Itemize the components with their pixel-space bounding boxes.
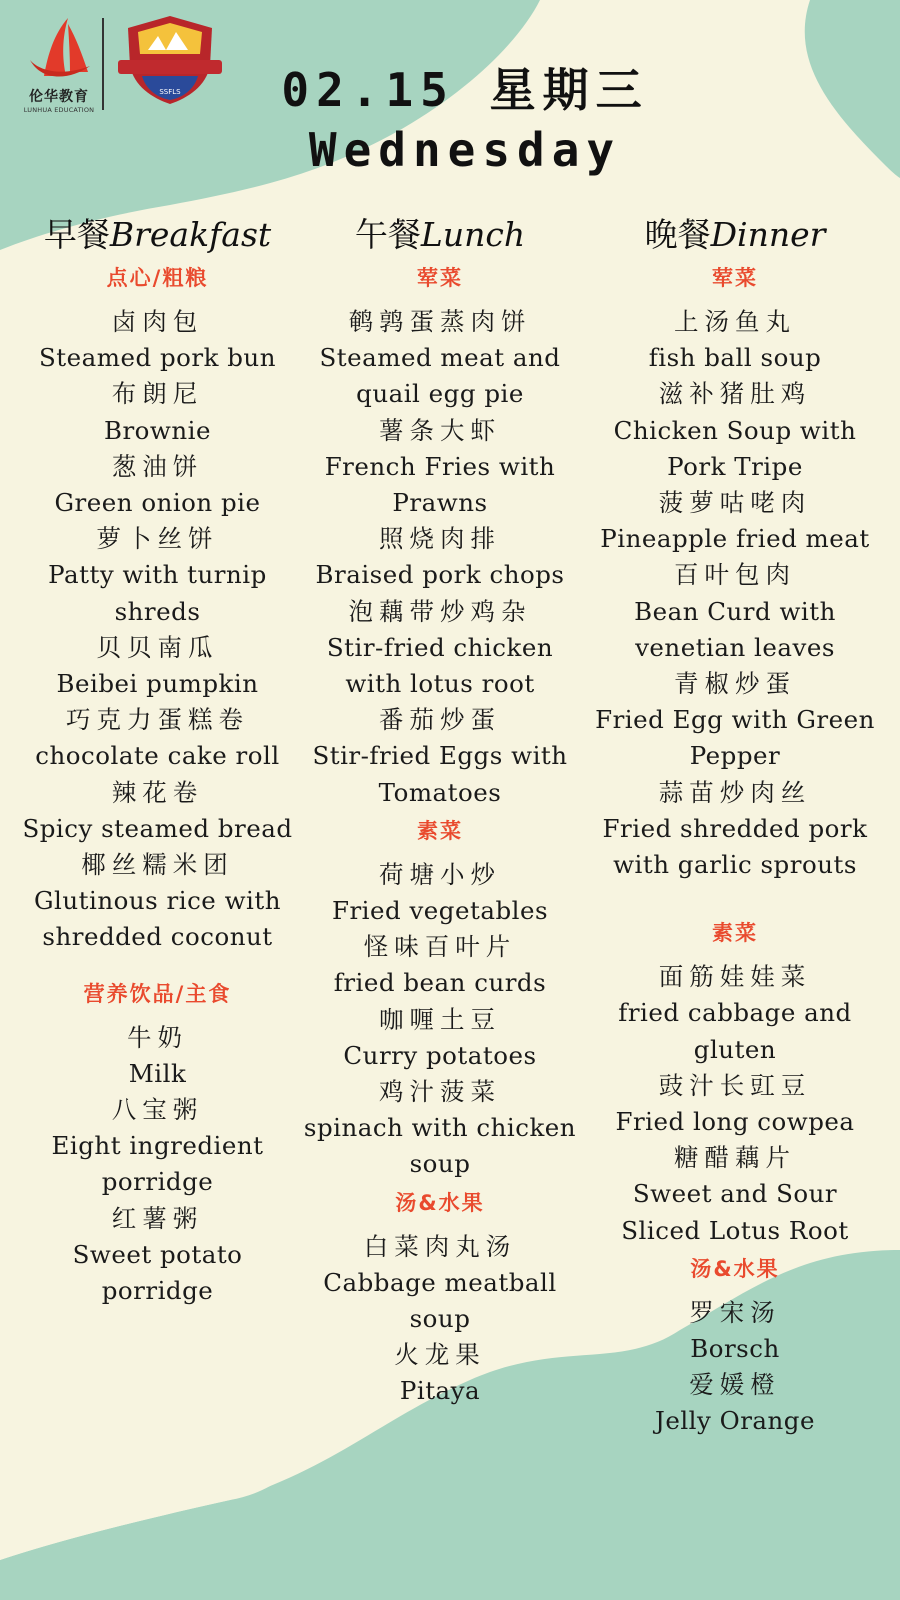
dinner-menu-item: Sweet and Sour — [632, 1179, 838, 1209]
lunch-heading-en: Lunch — [420, 215, 526, 254]
weekday-title: Wednesday — [308, 123, 622, 177]
lunch-menu-item: spinach with chicken — [303, 1113, 577, 1143]
lunch-menu-item: Steamed meat and — [319, 343, 561, 373]
breakfast-sections — [20, 262, 295, 1309]
breakfast-menu-item: 辣花卷 — [111, 777, 204, 807]
lunch-section-label: 荤菜 — [417, 266, 463, 290]
lunch-menu-item: 鸡汁菠菜 — [379, 1077, 501, 1107]
dinner-heading-zh: 晚餐 — [644, 215, 711, 254]
dinner-menu-item: 面筋娃娃菜 — [658, 962, 812, 992]
date-title: 02.15 星期三 — [281, 63, 649, 117]
breakfast-menu-item: Spicy steamed bread — [22, 813, 293, 843]
breakfast-menu-item: 八宝粥 — [111, 1095, 204, 1125]
dinner-section-label: 荤菜 — [712, 266, 758, 290]
lunch-menu-item: 照烧肉排 — [379, 524, 501, 554]
breakfast-section-label: 营养饮品/主食 — [83, 981, 232, 1006]
lunch-heading — [295, 212, 585, 258]
dinner-menu-item: Pork Tripe — [667, 451, 803, 481]
dinner-menu-item: 豉汁长豇豆 — [658, 1070, 812, 1100]
lunch-menu-item: Prawns — [392, 488, 488, 518]
lunch-menu-item: 鹌鹑蛋蒸肉饼 — [348, 307, 532, 336]
dinner-menu-item: Bean Curd with — [634, 596, 836, 626]
lunch-menu-item: 薯条大虾 — [379, 415, 501, 445]
lunch-menu-item: Stir-fried Eggs with — [312, 741, 568, 771]
breakfast-menu-item: Green onion pie — [54, 488, 261, 518]
breakfast-menu-item: Beibei pumpkin — [56, 669, 259, 699]
breakfast-menu-item: porridge — [101, 1276, 214, 1306]
lunch-menu-item: 泡藕带炒鸡杂 — [348, 596, 532, 626]
breakfast-menu-item: Sweet potato — [72, 1239, 243, 1269]
lunch-menu-item: Braised pork chops — [315, 560, 565, 590]
dinner-menu-item: 青椒炒蛋 — [674, 669, 796, 699]
dinner-menu-item: Jelly Orange — [655, 1406, 815, 1436]
dinner-sections — [590, 262, 880, 1440]
dinner-menu-item: Pepper — [689, 741, 781, 771]
breakfast-menu-item: 卤肉包 — [111, 307, 204, 336]
breakfast-menu-item: 椰丝糯米团 — [81, 850, 234, 880]
dinner-menu-item: Chicken Soup with — [613, 415, 857, 445]
breakfast-menu-item: 葱油饼 — [111, 451, 204, 481]
lunch-menu-item: with lotus root — [345, 669, 535, 699]
lunch-heading-zh: 午餐 — [354, 215, 421, 254]
dinner-menu-item: 上汤鱼丸 — [674, 307, 796, 336]
breakfast-menu-item: 牛奶 — [127, 1022, 188, 1052]
lunch-column — [295, 212, 585, 1410]
dinner-column — [590, 212, 880, 1440]
dinner-menu-item: 百叶包肉 — [674, 560, 796, 590]
lunch-menu-item: 番茄炒蛋 — [379, 705, 501, 735]
dinner-menu-item: fish ball soup — [648, 343, 822, 373]
lunch-menu-item: 荷塘小炒 — [379, 859, 501, 889]
breakfast-menu-item: 巧克力蛋糕卷 — [66, 705, 249, 735]
dinner-menu-item: 滋补猪肚鸡 — [658, 379, 812, 409]
breakfast-menu-item: shredded coconut — [42, 922, 273, 952]
dinner-menu-item: 罗宋汤 — [689, 1297, 781, 1327]
breakfast-menu-item: Glutinous rice with — [33, 886, 282, 916]
org-name-en: LUNHUA EDUCATION — [23, 106, 95, 114]
breakfast-menu-item: 贝贝南瓜 — [96, 632, 219, 662]
breakfast-heading-en: Breakfast — [109, 215, 272, 254]
dinner-menu-item: 糖醋藕片 — [674, 1143, 796, 1173]
dinner-menu-item: Pineapple fried meat — [600, 524, 870, 554]
breakfast-menu-item: Eight ingredient — [51, 1131, 264, 1161]
lunch-sections — [295, 262, 585, 1410]
lunch-menu-item: Pitaya — [399, 1376, 481, 1406]
lunch-section-label: 汤&水果 — [395, 1190, 485, 1215]
dinner-menu-item: venetian leaves — [635, 632, 835, 662]
lunch-menu-item: Stir-fried chicken — [326, 632, 554, 662]
lunch-menu-item: Fried vegetables — [331, 896, 549, 926]
lunch-menu-item: fried bean curds — [333, 968, 547, 998]
org-name-zh: 伦华教育 — [29, 89, 89, 105]
section-spacer — [20, 956, 295, 974]
lunch-menu-item: Cabbage meatball soup — [323, 1267, 557, 1334]
dinner-menu-item: fried cabbage and — [618, 998, 852, 1028]
breakfast-section-label: 点心/粗粮 — [106, 266, 209, 290]
breakfast-menu-item: chocolate cake roll — [35, 741, 280, 771]
lunch-menu-item: 白菜肉丸汤 — [363, 1231, 517, 1261]
breakfast-heading-zh: 早餐 — [43, 215, 110, 254]
breakfast-column — [20, 212, 295, 1309]
dinner-menu-item: Fried Egg with Green — [595, 705, 875, 735]
breakfast-menu-item: 布朗尼 — [111, 379, 204, 409]
lunch-menu-item: soup — [409, 1149, 471, 1179]
dinner-menu-item: Fried shredded pork — [602, 813, 868, 843]
lunch-menu-item: 咖喱土豆 — [379, 1004, 501, 1034]
dinner-menu-item: with garlic sprouts — [613, 850, 857, 880]
title-block — [0, 60, 900, 180]
lunch-menu-item: Curry potatoes — [343, 1040, 537, 1070]
lunch-menu-item: 怪味百叶片 — [363, 932, 517, 962]
breakfast-menu-item: porridge — [101, 1167, 214, 1197]
dinner-menu-item: 蒜苗炒肉丝 — [658, 777, 812, 807]
breakfast-menu-item: Patty with turnip — [48, 560, 267, 590]
dinner-section-label: 汤&水果 — [690, 1256, 780, 1281]
dinner-menu-item: Sliced Lotus Root — [621, 1215, 849, 1245]
section-spacer — [590, 883, 880, 913]
dinner-menu-item: gluten — [693, 1034, 777, 1064]
lunch-section-label: 素菜 — [417, 818, 463, 843]
badge-text: SSFLS — [159, 88, 181, 96]
lunch-menu-item: quail egg pie — [356, 379, 524, 409]
dinner-heading-en: Dinner — [710, 215, 826, 254]
breakfast-heading — [20, 212, 295, 258]
breakfast-menu-item: 红薯粥 — [111, 1203, 204, 1233]
lunch-menu-item: French Fries with — [324, 451, 556, 481]
dinner-heading — [590, 212, 880, 258]
dinner-menu-item: 菠萝咕咾肉 — [658, 488, 812, 518]
breakfast-menu-item: Brownie — [103, 415, 212, 445]
breakfast-menu-item: Steamed pork bun — [39, 343, 276, 373]
dinner-menu-item: Fried long cowpea — [615, 1107, 855, 1137]
dinner-menu-item: 爱媛橙 — [689, 1370, 781, 1400]
dinner-menu-item: Borsch — [690, 1334, 780, 1364]
breakfast-menu-item: Milk — [128, 1058, 187, 1088]
lunch-menu-item: Tomatoes — [378, 777, 502, 807]
lunch-menu-item: 火龙果 — [394, 1340, 486, 1370]
breakfast-menu-item: 萝卜丝饼 — [96, 524, 219, 554]
dinner-section-label: 素菜 — [712, 921, 758, 946]
breakfast-menu-item: shreds — [114, 596, 201, 626]
